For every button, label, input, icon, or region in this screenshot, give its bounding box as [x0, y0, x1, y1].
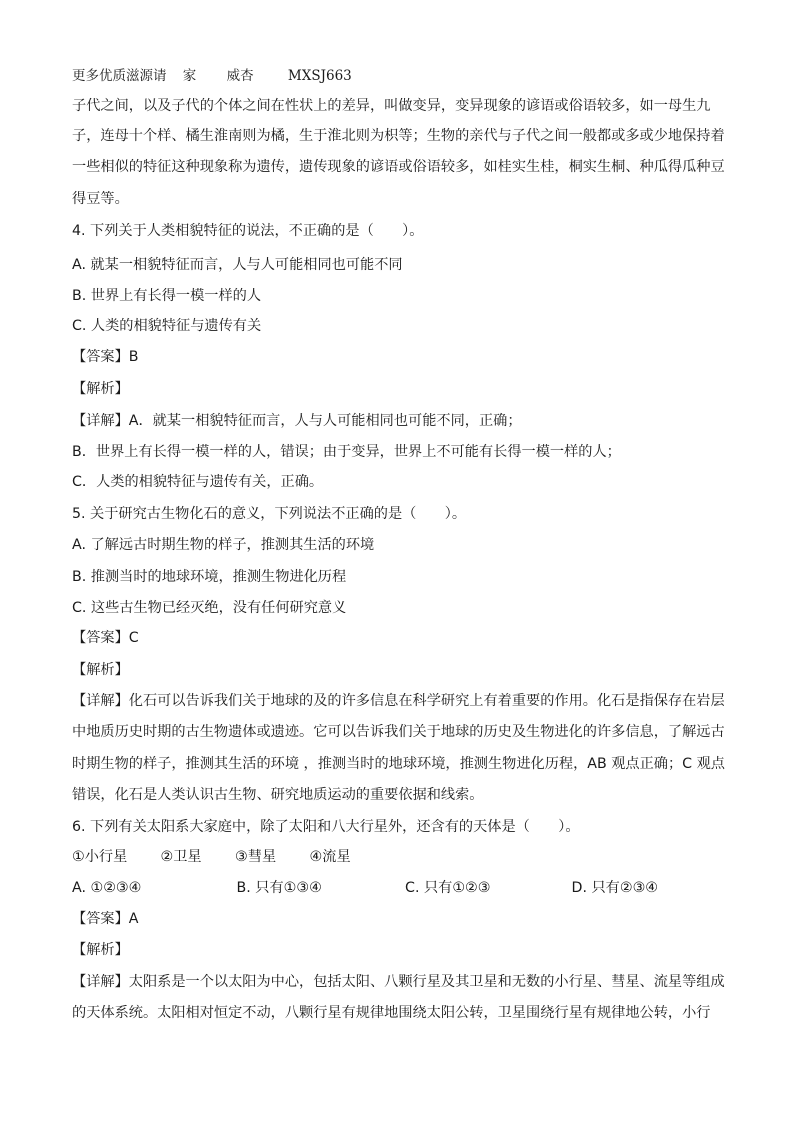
page-header	[72, 66, 352, 86]
q6-item-4: ④流星	[309, 849, 351, 865]
text-line: 得豆等。	[72, 191, 129, 207]
q6-option-c: C. 只有①②③	[405, 880, 491, 896]
q6-option-a: A. ①②③④	[72, 880, 142, 896]
q6-item-1: ①小行星	[72, 849, 128, 865]
text-line: 子，连母十个样、橘生淮南则为橘，生于淮北则为枳等；生物的亲代与子代之间一般都或多或少地保持着	[72, 128, 725, 144]
q4-option-a: A. 就某一相貌特征而言，人与人可能相同也可能不同	[72, 257, 403, 273]
q6-option-d: D. 只有②③④	[571, 880, 659, 896]
q6-options	[72, 878, 658, 898]
q4-analysis-label: 【解析】	[72, 381, 129, 397]
q4-detail: 【详解】A．就某一相貌特征而言，人与人可能相同也可能不同，正确；	[72, 413, 522, 429]
q5-detail: 时期生物的样子，推测其生活的环境 ，推测当时的地球环境，推测生物进化历程，AB 观点正确；C 观点	[72, 756, 725, 772]
q4-answer: 【答案】B	[72, 349, 139, 365]
q6-item-3: ③彗星	[235, 849, 277, 865]
q5-analysis-label: 【解析】	[72, 662, 129, 678]
header-text-1: 更多优质滋源请	[72, 68, 167, 84]
q6-detail: 【详解】太阳系是一个以太阳为中心，包括太阳、八颗行星及其卫星和无数的小行星、彗星、流星等组成	[72, 974, 725, 990]
header-code: MXSJ663	[287, 68, 352, 84]
q6-analysis-label: 【解析】	[72, 942, 129, 958]
q4-option-c: C. 人类的相貌特征与遗传有关	[72, 318, 262, 334]
question-5: 5. 关于研究古生物化石的意义，下列说法不正确的是（ ）。	[72, 506, 467, 522]
q4-detail: C．人类的相貌特征与遗传有关，正确。	[72, 474, 324, 490]
question-6: 6. 下列有关太阳系大家庭中，除了太阳和八大行星外，还含有的天体是（ ）。	[72, 819, 580, 835]
q6-answer: 【答案】A	[72, 911, 139, 927]
q6-option-b: B. 只有①③④	[236, 880, 322, 896]
q4-detail: B．世界上有长得一模一样的人，错误；由于变异，世界上不可能有长得一模一样的人；	[72, 444, 621, 460]
text-line: 子代之间，以及子代的个体之间在性状上的差异，叫做变异，变异现象的谚语或俗语较多，如一母生九	[72, 98, 711, 114]
q5-option-a: A. 了解远古时期生物的样子，推测其生活的环境	[72, 537, 375, 553]
q6-item-2: ②卫星	[160, 849, 202, 865]
q6-items	[72, 847, 351, 867]
q6-detail: 的天体系统。太阳相对恒定不动，八颗行星有规律地围绕太阳公转，卫星围绕行星有规律地公转，小行	[72, 1005, 711, 1021]
q5-detail: 错误，化石是人类认识古生物、研究地质运动的重要依据和线索。	[72, 787, 484, 803]
q5-detail: 【详解】化石可以告诉我们关于地球的及的许多信息在科学研究上有着重要的作用。化石是指保存在岩层	[72, 693, 725, 709]
q5-answer: 【答案】C	[72, 630, 139, 646]
q5-option-b: B. 推测当时的地球环境，推测生物进化历程	[72, 569, 347, 585]
header-text-2: 家	[182, 68, 197, 84]
header-text-3: 威杏	[226, 68, 254, 84]
q5-option-c: C. 这些古生物已经灭绝，没有任何研究意义	[72, 600, 347, 616]
text-line: 一些相似的特征这种现象称为遗传，遗传现象的谚语或俗语较多，如桂实生桂，桐实生桐、种瓜得瓜种豆	[72, 159, 725, 175]
q5-detail: 中地质历史时期的古生物遗体或遗迹。它可以告诉我们关于地球的历史及生物进化的许多信息，了解远古	[72, 724, 725, 740]
q4-option-b: B. 世界上有长得一模一样的人	[72, 288, 262, 304]
question-4: 4. 下列关于人类相貌特征的说法，不正确的是（ ）。	[72, 223, 424, 239]
